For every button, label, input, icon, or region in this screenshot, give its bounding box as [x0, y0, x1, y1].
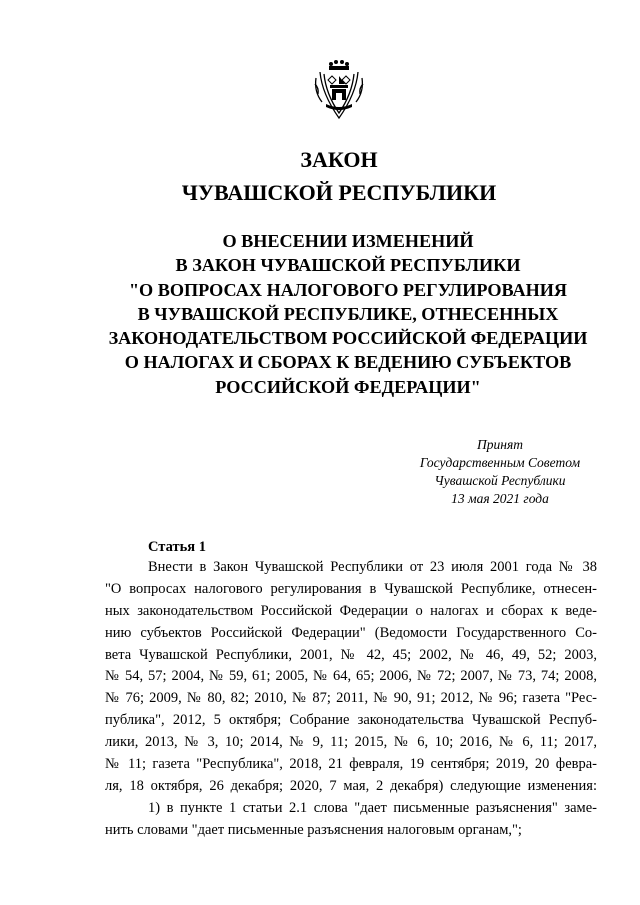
coat-of-arms-icon — [312, 58, 366, 122]
subject-line: О НАЛОГАХ И СБОРАХ К ВЕДЕНИЮ СУБЪЕКТОВ — [124, 352, 572, 373]
subject-line: РОССИЙСКОЙ ФЕДЕРАЦИИ" — [215, 376, 481, 397]
body-line: ля, 18 октября, 26 декабря; 2020, 7 мая, 2 декабря) следующие изменения: — [105, 777, 597, 794]
subject-line: В ЧУВАШСКОЙ РЕСПУБЛИКЕ, ОТНЕСЕННЫХ — [137, 303, 559, 324]
amendment-item-line: нить словами "дает письменные разъяснения налоговым органам,"; — [105, 821, 522, 838]
republic-title: ЧУВАШСКОЙ РЕСПУБЛИКИ — [181, 180, 497, 205]
adoption-line: Принят — [477, 437, 523, 452]
body-line: "О вопросах налогового регулирования в Чувашской Республике, отнесен- — [105, 580, 597, 597]
body-line: № 11; газета "Республика", 2018, 21 февраля, 19 сентября; 2019, 20 февра- — [105, 756, 597, 773]
body-line: № 54, 57; 2004, № 59, 61; 2005, № 64, 65; 2006, № 72; 2007, № 73, 74; 2008, — [105, 668, 597, 685]
law-subject-title — [98, 229, 598, 399]
subject-line: "О ВОПРОСАХ НАЛОГОВОГО РЕГУЛИРОВАНИЯ — [128, 279, 568, 300]
body-line: вета Чувашской Республики, 2001, № 42, 45; 2002, № 46, 49, 52; 2003, — [105, 646, 597, 663]
body-line: ных законодательством Российской Федерации о налогах и сборах к веде- — [105, 602, 597, 619]
subject-line: О ВНЕСЕНИИ ИЗМЕНЕНИЙ — [222, 231, 474, 251]
subject-line: ЗАКОНОДАТЕЛЬСТВОМ РОССИЙСКОЙ ФЕДЕРАЦИИ — [108, 328, 588, 349]
body-line: лики, 2013, № 3, 10; 2014, № 9, 11; 2015, № 6, 10; 2016, № 6, 11; 2017, — [105, 734, 597, 751]
adoption-date: 13 мая 2021 года — [451, 491, 549, 506]
body-line: нию субъектов Российской Федерации" (Ведомости Государственного Со- — [105, 624, 597, 641]
adoption-note — [405, 436, 595, 508]
subject-line: В ЗАКОН ЧУВАШСКОЙ РЕСПУБЛИКИ — [175, 255, 521, 276]
body-line: № 76; 2009, № 80, 82; 2010, № 87; 2011, № 90, 91; 2012, № 96; газета "Рес- — [105, 690, 597, 707]
body-line: публика", 2012, 5 октября; Собрание законодательства Чувашской Респуб- — [105, 712, 597, 729]
amendment-item-line: 1) в пункте 1 статьи 2.1 слова "дает письменные разъяснения" заме- — [148, 799, 597, 816]
article-heading: Статья 1 — [148, 539, 206, 555]
adoption-line: Чувашской Республики — [434, 473, 566, 488]
document-type-title: ЗАКОН — [300, 147, 378, 172]
article-body — [105, 557, 597, 842]
body-line: Внести в Закон Чувашской Республики от 23 июля 2001 года № 38 — [148, 559, 597, 575]
adoption-line: Государственным Советом — [419, 455, 581, 470]
